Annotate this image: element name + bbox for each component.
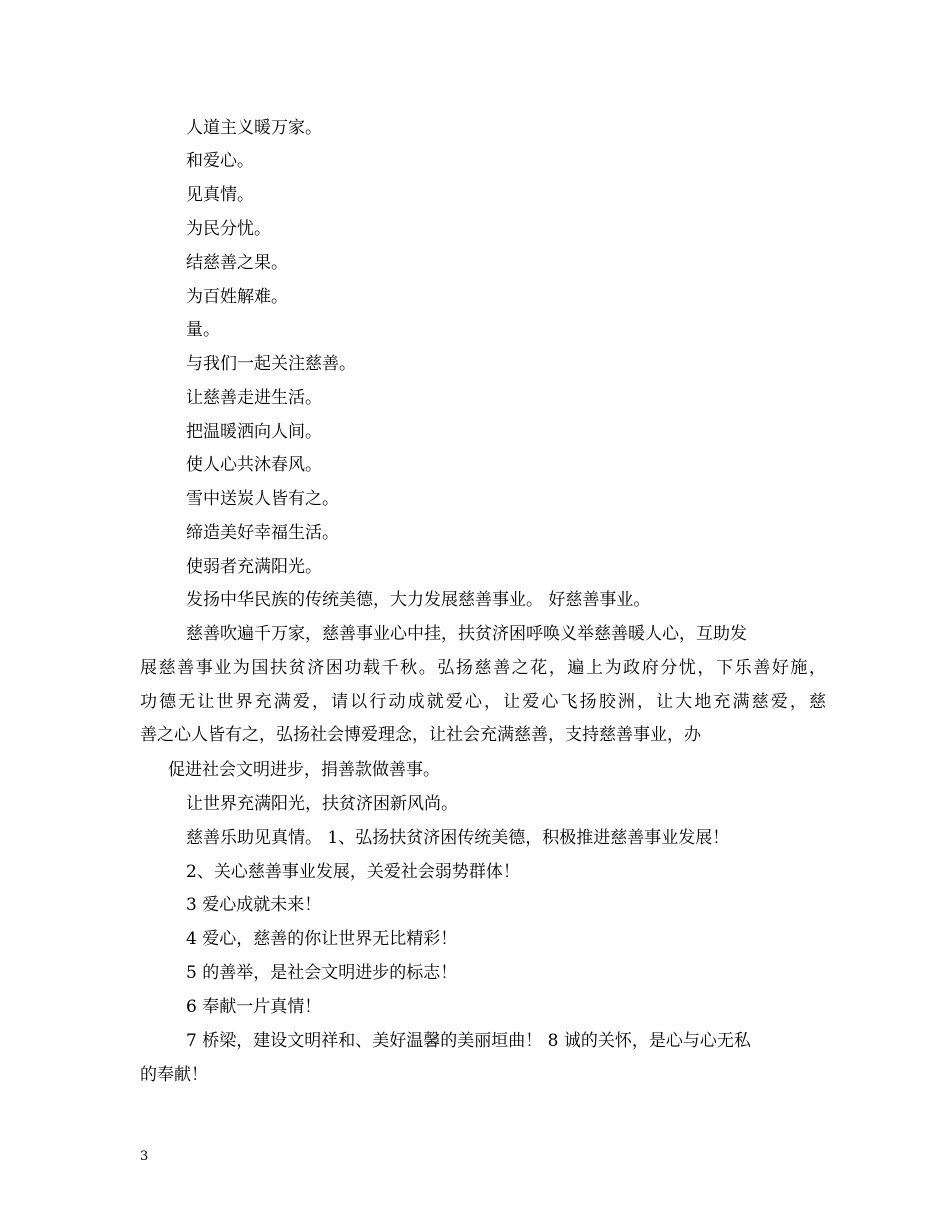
text-line: 发扬中华民族的传统美德，大力发展慈善事业。 好慈善事业。 [186,590,651,610]
text-line: 使人心共沐春风。 [186,455,322,475]
text-line: 3 爱心成就未来！ [186,895,322,915]
paragraph-line: 慈善吹遍千万家，慈善事业心中挂，扶贫济困呼唤义举慈善暖人心，互助发 [186,624,747,644]
text-line: 促进社会文明进步，捐善款做善事。 [168,760,440,780]
text-line: 把温暖洒向人间。 [186,422,322,442]
paragraph-line: 展慈善事业为国扶贫济困功载千秋。弘扬慈善之花，遍上为政府分忧，下乐善好施， [140,658,826,678]
text-line: 5 的善举，是社会文明进步的标志！ [186,963,458,983]
text-line: 6 奉献一片真情！ [186,997,322,1017]
text-line: 4 爱心，慈善的你让世界无比精彩！ [186,929,458,949]
text-line: 与我们一起关注慈善。 [186,354,356,374]
text-line: 让慈善走进生活。 [186,388,322,408]
text-line: 7 桥梁，建设文明祥和、美好温馨的美丽垣曲！ 8 诚的关怀，是心与心无私 [186,1031,751,1051]
text-line: 缔造美好幸福生活。 [186,523,339,543]
text-line: 使弱者充满阳光。 [186,557,322,577]
text-line: 为民分忧。 [186,219,271,239]
text-line: 的奉献！ [140,1065,208,1085]
paragraph-line: 善之心人皆有之，弘扬社会博爱理念，让社会充满慈善，支持慈善事业，办 [140,725,701,745]
text-line: 结慈善之果。 [186,253,288,273]
text-line: 和爱心。 [186,151,254,171]
text-line: 见真情。 [186,185,254,205]
paragraph-line: 功德无让世界充满爱，请以行动成就爱心，让爱心飞扬胶洲，让大地充满慈爱，慈 [140,692,826,712]
text-line: 2、关心慈善事业发展，关爱社会弱势群体！ [186,862,520,882]
text-line: 慈善乐助见真情。 1、弘扬扶贫济困传统美德，积极推进慈善事业发展！ [186,828,730,848]
text-line: 人道主义暖万家。 [186,118,322,138]
text-line: 量。 [186,320,220,340]
text-line: 让世界充满阳光，扶贫济困新风尚。 [186,794,458,814]
text-line: 为百姓解难。 [186,287,288,307]
text-line: 雪中送炭人皆有之。 [186,489,339,509]
page-number: 3 [140,1149,149,1164]
